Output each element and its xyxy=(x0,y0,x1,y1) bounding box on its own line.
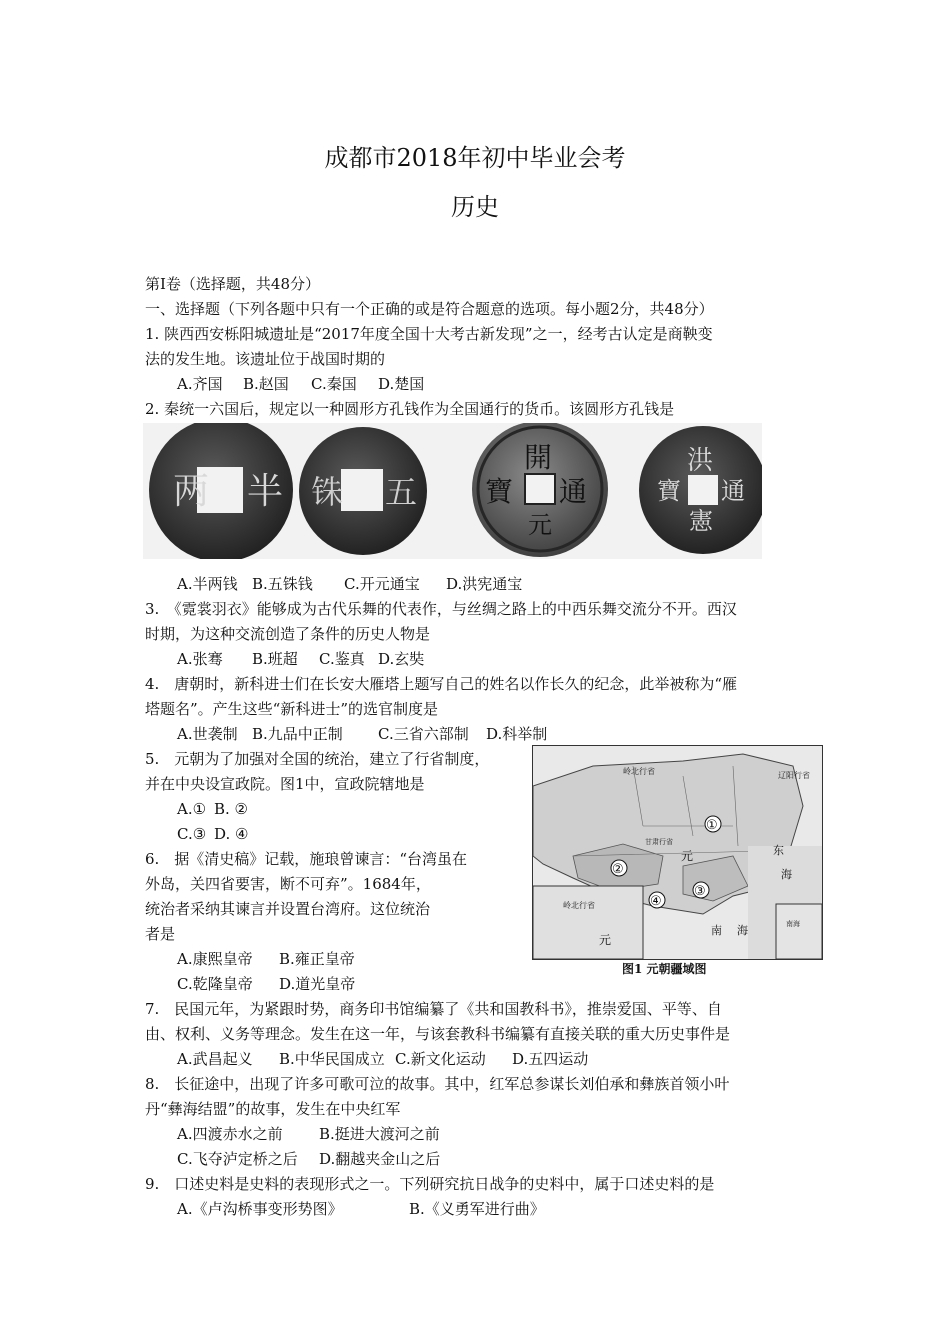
svg-text:①: ① xyxy=(706,818,718,833)
coin3-char-right: 通 xyxy=(559,475,588,508)
coin4-char-bottom: 憲 xyxy=(689,507,713,535)
coin3-char-bottom: 元 xyxy=(528,511,552,539)
map-caption: 图1 元朝疆域图 xyxy=(622,962,707,976)
coin3-char-left: 寶 xyxy=(485,475,514,508)
map-inset-label-lingbei: 岭北行省 xyxy=(563,901,595,910)
q9-option-b: B.《义勇军进行曲》 xyxy=(409,1200,545,1218)
map-inset-southsea xyxy=(776,904,822,959)
q6-option-a: A.康熙皇帝 xyxy=(177,950,253,968)
map-label-gansu: 甘肃行省 xyxy=(645,838,673,846)
q3-option-b: B.班超 xyxy=(252,650,298,668)
q3-option-c: C.鉴真 xyxy=(319,650,365,668)
q8-option-d: D.翻越夹金山之后 xyxy=(319,1150,441,1168)
map-inset-label-yuan: 元 xyxy=(599,933,612,947)
q1-option-a: A.齐国 xyxy=(177,375,223,393)
map-label-liaoyang: 辽阳行省 xyxy=(778,771,810,780)
q8-stem-line2: 丹“彝海结盟”的故事，发生在中央红军 xyxy=(145,1100,401,1118)
q6-stem-line4: 者是 xyxy=(145,925,176,943)
q4-option-c: C.三省六部制 xyxy=(378,725,469,743)
q4-stem-line2: 塔题名”。产生这些“新科进士”的选官制度是 xyxy=(145,700,439,718)
yuan-territory-map xyxy=(532,745,823,960)
q2-option-c: C.开元通宝 xyxy=(344,575,420,593)
q5-stem-line1: 5. 元朝为了加强对全国的统治，建立了行省制度， xyxy=(145,750,490,768)
coin2-char-right: 五 xyxy=(385,473,418,511)
q2-option-d: D.洪宪通宝 xyxy=(446,575,523,593)
coin-kaiyuan-icon xyxy=(472,423,608,557)
exam-subject: 历史 xyxy=(451,193,499,221)
map-label-nan: 南 xyxy=(711,924,722,937)
q7-option-a: A.武昌起义 xyxy=(177,1050,253,1068)
map-inset-label-nanhai: 南海 xyxy=(786,920,800,928)
coin1-char-left: 两 xyxy=(173,471,210,512)
q6-stem-line2: 外岛，关四省要害，断不可弃”。1684年， xyxy=(145,875,431,893)
q2-option-b: B.五铢钱 xyxy=(252,575,313,593)
q7-option-c: C.新文化运动 xyxy=(395,1050,486,1068)
q5-option-d: D. ④ xyxy=(214,825,249,843)
q6-stem-line3: 统治者采纳其谏言并设置台湾府。这位统治 xyxy=(145,900,431,918)
q3-stem-line1: 3. 《霓裳羽衣》能够成为古代乐舞的代表作，与丝绸之路上的中西乐舞交流分不开。西汉 xyxy=(145,600,737,618)
map-label-hai1: 海 xyxy=(781,868,792,881)
coin4-char-left: 寶 xyxy=(657,477,681,505)
volume-heading: 第I卷（选择题，共48分） xyxy=(145,275,321,293)
q9-stem-line1: 9. 口述史料是史料的表现形式之一。下列研究抗日战争的史料中，属于口述史料的是 xyxy=(145,1175,715,1193)
q6-option-c: C.乾隆皇帝 xyxy=(177,975,253,993)
q8-stem-line1: 8. 长征途中，出现了许多可歌可泣的故事。其中，红军总参谋长刘伯承和彝族首领小叶 xyxy=(145,1075,730,1093)
q7-option-b: B.中华民国成立 xyxy=(279,1050,385,1068)
map-inset xyxy=(533,886,643,959)
q5-option-a: A.① xyxy=(177,800,207,818)
svg-text:③: ③ xyxy=(694,884,706,899)
q3-option-d: D.玄奘 xyxy=(378,650,425,668)
coin3-char-top: 開 xyxy=(524,441,553,474)
q1-stem-line1: 1. 陕西西安栎阳城遗址是“2017年度全国十大考古新发现”之一，经考古认定是商鞅变 xyxy=(145,325,713,343)
coin-hongxian-icon xyxy=(639,426,762,554)
q7-stem-line1: 7. 民国元年，为紧跟时势，商务印书馆编纂了《共和国教科书》，推崇爱国、平等、自 xyxy=(145,1000,722,1018)
q6-option-d: D.道光皇帝 xyxy=(279,975,356,993)
q4-stem-line1: 4. 唐朝时，新科进士们在长安大雁塔上题写自己的姓名以作长久的纪念，此举被称为“雁 xyxy=(145,675,737,693)
q7-option-d: D.五四运动 xyxy=(512,1050,589,1068)
q8-option-c: C.飞夺泸定桥之后 xyxy=(177,1150,298,1168)
q1-stem-line2: 法的发生地。该遗址位于战国时期的 xyxy=(145,350,386,368)
q6-option-b: B.雍正皇帝 xyxy=(279,950,355,968)
coin4-char-top: 洪 xyxy=(687,446,714,476)
q1-option-d: D.楚国 xyxy=(378,375,425,393)
part-heading: 一、选择题（下列各题中只有一个正确的或是符合题意的选项。每小题2分，共48分） xyxy=(145,300,714,318)
q2-stem-line1: 2. 秦统一六国后，规定以一种圆形方孔钱作为全国通行的货币。该圆形方孔钱是 xyxy=(145,400,675,418)
q4-option-d: D.科举制 xyxy=(486,725,548,743)
map-label-yuan: 元 xyxy=(681,849,694,863)
svg-text:②: ② xyxy=(612,862,624,877)
coin-wuzhu-icon xyxy=(299,427,427,555)
map-label-lingbei: 岭北行省 xyxy=(623,767,655,776)
coin-banliang-icon xyxy=(149,423,293,559)
q1-option-c: C.秦国 xyxy=(311,375,357,393)
coins-image xyxy=(143,423,762,559)
q4-option-b: B.九品中正制 xyxy=(252,725,343,743)
q5-option-b: B. ② xyxy=(214,800,249,818)
coin1-char-right: 半 xyxy=(247,471,284,512)
q1-option-b: B.赵国 xyxy=(243,375,289,393)
q4-option-a: A.世袭制 xyxy=(177,725,238,743)
map-label-dong: 东 xyxy=(773,844,784,857)
coin2-char-left: 铢 xyxy=(311,473,344,511)
q9-option-a: A.《卢沟桥事变形势图》 xyxy=(177,1200,343,1218)
q8-option-b: B.挺进大渡河之前 xyxy=(319,1125,440,1143)
q3-stem-line2: 时期，为这种交流创造了条件的历史人物是 xyxy=(145,625,431,643)
q5-option-c: C.③ xyxy=(177,825,207,843)
coin4-char-right: 通 xyxy=(721,477,745,505)
q3-option-a: A.张骞 xyxy=(177,650,223,668)
q8-option-a: A.四渡赤水之前 xyxy=(177,1125,283,1143)
exam-title: 成都市2018年初中毕业会考 xyxy=(324,144,626,172)
svg-text:④: ④ xyxy=(650,894,662,909)
q7-stem-line2: 由、权利、义务等理念。发生在这一年，与该套教科书编纂有直接关联的重大历史事件是 xyxy=(145,1025,731,1043)
q6-stem-line1: 6. 据《清史稿》记载，施琅曾谏言：“台湾虽在 xyxy=(145,850,467,868)
q2-option-a: A.半两钱 xyxy=(177,575,238,593)
map-label-hai2: 海 xyxy=(737,924,748,937)
q5-stem-line2: 并在中央设宣政院。图1中，宣政院辖地是 xyxy=(145,775,425,793)
